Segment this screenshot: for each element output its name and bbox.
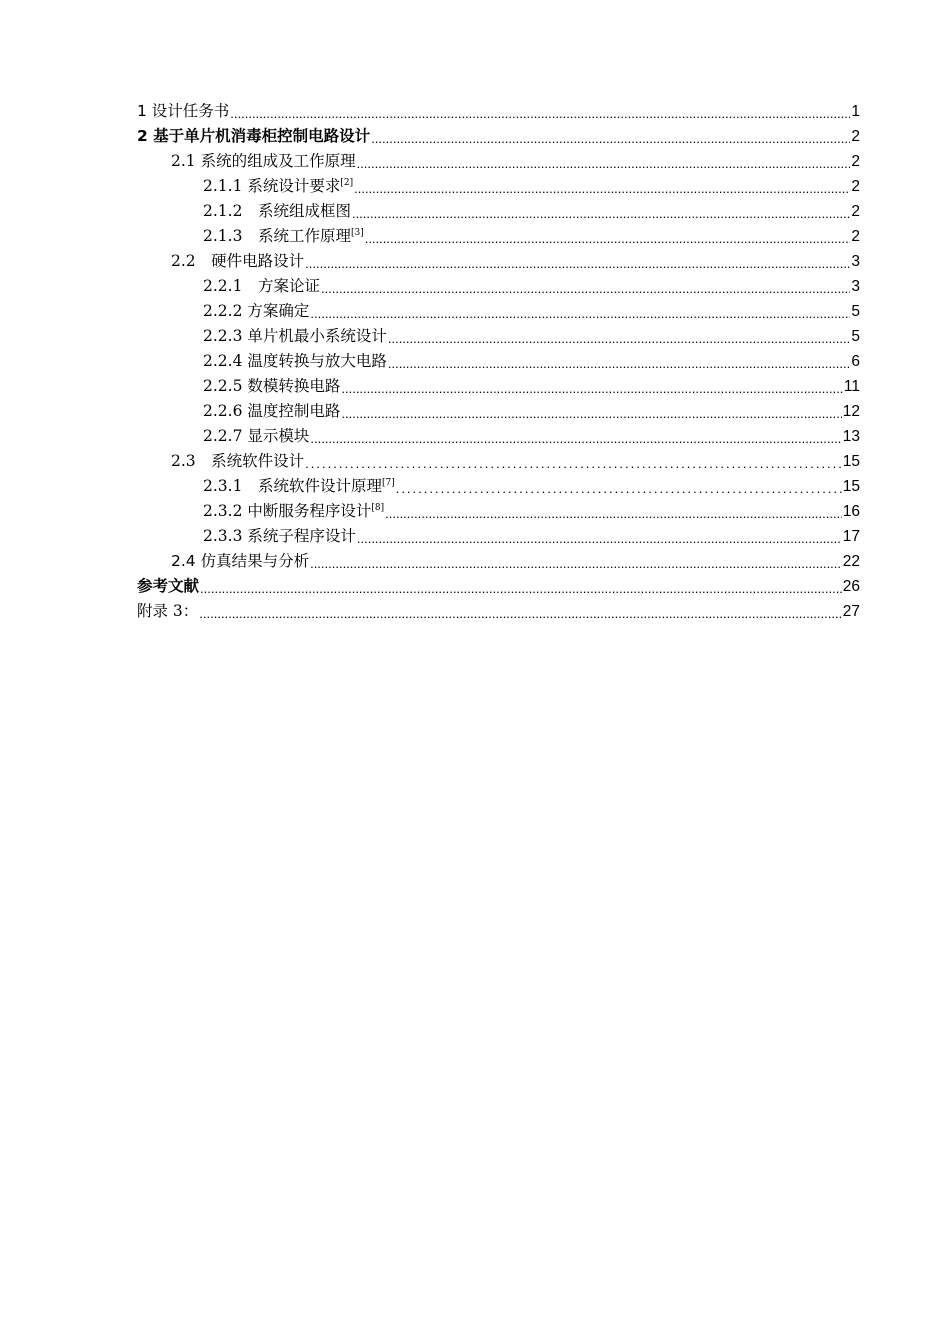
table-of-contents (137, 99, 860, 624)
toc-entry-1[interactable] (137, 99, 860, 124)
toc-entry-2-3-1[interactable] (137, 474, 860, 499)
citation-ref: [2] (340, 178, 354, 188)
dot-leader (305, 453, 842, 474)
toc-entry-2-1-1[interactable] (137, 174, 860, 199)
toc-entry-2-2-6[interactable] (137, 399, 860, 424)
dot-leader (365, 228, 851, 249)
toc-entry-2-2-5[interactable] (137, 374, 860, 399)
toc-entry-text: 2.1.3 系统工作原理 (203, 227, 351, 245)
toc-entry-title: 2.3 系统软件设计 (171, 452, 305, 470)
toc-page-number: 15 (842, 453, 860, 470)
dot-leader (341, 378, 843, 399)
toc-page-number: 5 (851, 328, 860, 345)
toc-page-number: 13 (842, 428, 860, 445)
toc-entry-text: 2.3.1 系统软件设计原理 (203, 477, 382, 495)
dot-leader (385, 503, 842, 524)
toc-entry-text: 2.1.1 系统设计要求 (203, 177, 341, 195)
toc-page-number: 2 (851, 203, 860, 220)
toc-page-number: 22 (842, 553, 860, 570)
toc-entry-title (203, 499, 384, 524)
toc-page-number: 5 (851, 303, 860, 320)
toc-page-number: 27 (842, 603, 860, 620)
citation-ref: [8] (371, 503, 385, 513)
toc-entry-2-2-2[interactable] (137, 299, 860, 324)
toc-entry-title: 2.1 系统的组成及工作原理 (171, 152, 356, 170)
dot-leader (371, 128, 850, 149)
toc-entry-title: 2.2.6 温度控制电路 (203, 402, 341, 420)
toc-page-number: 2 (851, 178, 860, 195)
toc-entry-references[interactable] (137, 574, 860, 599)
toc-entry-title: 2.2.1 方案论证 (203, 277, 320, 295)
toc-page-number: 12 (842, 403, 860, 420)
toc-page-number: 2 (851, 153, 860, 170)
toc-page-number: 11 (843, 378, 860, 395)
toc-page-number: 16 (842, 503, 860, 520)
toc-page-number: 1 (851, 103, 860, 120)
toc-entry-title: 2.2.4 温度转换与放大电路 (203, 352, 387, 370)
toc-entry-2-2-7[interactable] (137, 424, 860, 449)
toc-entry-title: 参考文献 (137, 577, 200, 595)
toc-entry-2-3[interactable] (137, 449, 860, 474)
toc-page-number: 26 (842, 578, 860, 595)
toc-page-number: 6 (851, 353, 860, 370)
toc-entry-title: 2.4 仿真结果与分析 (171, 552, 310, 570)
toc-entry-title: 2 基于单片机消毒柜控制电路设计 (137, 127, 371, 145)
dot-leader (396, 478, 842, 499)
toc-entry-title: 2.3.3 系统子程序设计 (203, 527, 356, 545)
toc-entry-title: 2.2.7 显示模块 (203, 427, 310, 445)
toc-page-number: 15 (842, 478, 860, 495)
dot-leader (310, 553, 842, 574)
dot-leader (310, 428, 841, 449)
dot-leader (357, 153, 851, 174)
toc-entry-title (203, 474, 395, 499)
dot-leader (357, 528, 842, 549)
dot-leader (305, 253, 850, 274)
dot-leader (341, 403, 841, 424)
toc-entry-2-2-3[interactable] (137, 324, 860, 349)
dot-leader (321, 278, 850, 299)
dot-leader (354, 178, 850, 199)
dot-leader (230, 103, 850, 124)
toc-entry-title: 2.1.2 系统组成框图 (203, 202, 351, 220)
dot-leader (200, 578, 842, 599)
toc-page-number: 2 (851, 128, 860, 145)
toc-entry-2-2[interactable] (137, 249, 860, 274)
toc-page-number: 2 (851, 228, 860, 245)
toc-entry-2-3-3[interactable] (137, 524, 860, 549)
toc-entry-2-2-4[interactable] (137, 349, 860, 374)
dot-leader (352, 203, 850, 224)
toc-entry-appendix[interactable] (137, 599, 860, 624)
citation-ref: [7] (381, 478, 395, 488)
toc-entry-2[interactable] (137, 124, 860, 149)
toc-page-number: 17 (842, 528, 860, 545)
dot-leader (199, 603, 841, 624)
toc-entry-title (203, 174, 353, 199)
toc-entry-title: 2.2.3 单片机最小系统设计 (203, 327, 387, 345)
toc-entry-title (203, 224, 364, 249)
dot-leader (310, 303, 850, 324)
toc-entry-title: 附录 3： (137, 602, 199, 620)
dot-leader (388, 328, 851, 349)
dot-leader (388, 353, 851, 374)
toc-entry-2-1[interactable] (137, 149, 860, 174)
toc-entry-2-2-1[interactable] (137, 274, 860, 299)
toc-entry-2-3-2[interactable] (137, 499, 860, 524)
toc-entry-title: 2.2.2 方案确定 (203, 302, 310, 320)
toc-page-number: 3 (851, 253, 860, 270)
toc-entry-title: 2.2.5 数模转换电路 (203, 377, 341, 395)
toc-entry-title: 2.2 硬件电路设计 (171, 252, 305, 270)
citation-ref: [3] (350, 228, 364, 238)
toc-entry-2-1-3[interactable] (137, 224, 860, 249)
toc-entry-title: 1 设计任务书 (137, 102, 230, 120)
toc-page-number: 3 (851, 278, 860, 295)
toc-entry-2-4[interactable] (137, 549, 860, 574)
toc-entry-2-1-2[interactable] (137, 199, 860, 224)
toc-entry-text: 2.3.2 中断服务程序设计 (203, 502, 372, 520)
